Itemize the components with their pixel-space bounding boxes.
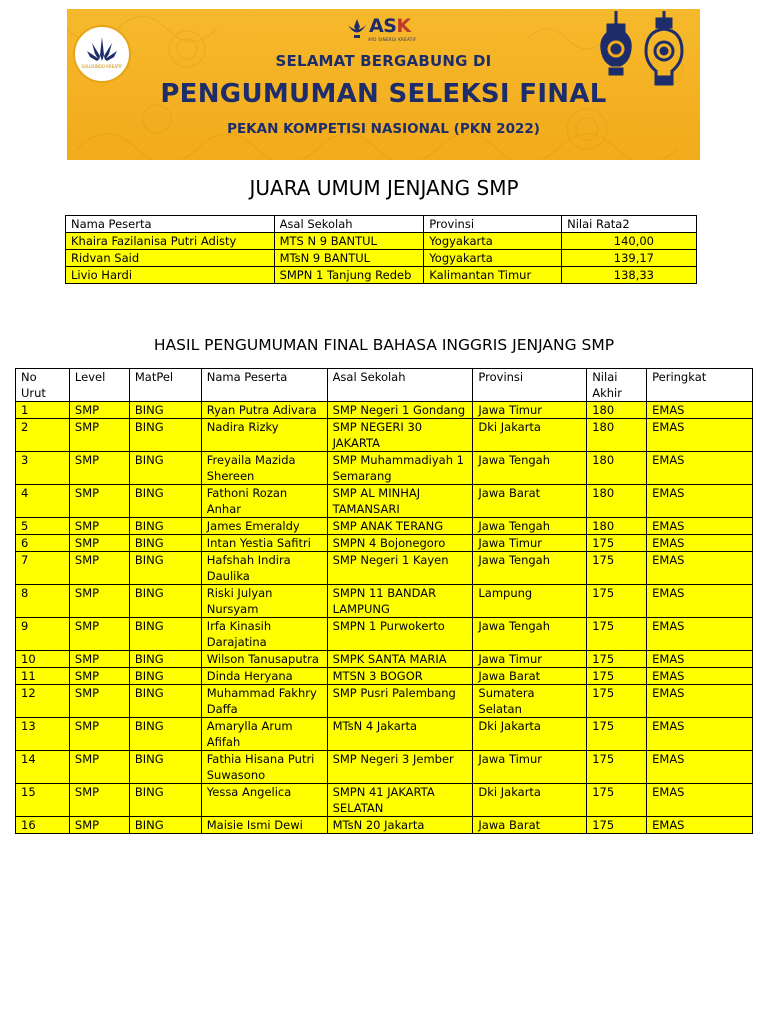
table-row	[16, 751, 753, 784]
cell-sekolah: SMPN 11 BANDAR LAMPUNG	[327, 585, 473, 618]
cell-provinsi: Jawa Barat	[473, 668, 587, 685]
cell-sekolah: SMP Negeri 3 Jember	[327, 751, 473, 784]
cell-nama: Dinda Heryana	[201, 668, 327, 685]
cell-no: 12	[16, 685, 70, 718]
cell-no: 9	[16, 618, 70, 651]
cell-provinsi: Sumatera Selatan	[473, 685, 587, 718]
cell-nama: Wilson Tanusaputra	[201, 651, 327, 668]
cell-peringkat: EMAS	[647, 668, 753, 685]
cell-nama: Freyaila Mazida Shereen	[201, 452, 327, 485]
cell-level: SMP	[69, 535, 129, 552]
cell-matpel: BING	[129, 419, 201, 452]
col-header: Nilai Rata2	[562, 216, 697, 233]
cell-level: SMP	[69, 518, 129, 535]
cell-provinsi: Jawa Tengah	[473, 618, 587, 651]
cell-level: SMP	[69, 784, 129, 817]
banner-subtitle: SELAMAT BERGABUNG DI	[275, 52, 492, 70]
table-row	[16, 535, 753, 552]
cell-no: 4	[16, 485, 70, 518]
cell-provinsi: Dki Jakarta	[473, 718, 587, 751]
hasil-table	[15, 368, 753, 834]
cell-sekolah: SMPN 41 JAKARTA SELATAN	[327, 784, 473, 817]
cell-no: 10	[16, 651, 70, 668]
col-header: Provinsi	[424, 216, 562, 233]
cell-no: 15	[16, 784, 70, 817]
cell-nilai: 180	[587, 452, 647, 485]
cell-level: SMP	[69, 718, 129, 751]
cell-sekolah: MTS N 9 BANTUL	[274, 233, 424, 250]
cell-level: SMP	[69, 817, 129, 834]
table-row	[16, 552, 753, 585]
cell-level: SMP	[69, 452, 129, 485]
cell-sekolah: SMP AL MINHAJ TAMANSARI	[327, 485, 473, 518]
cell-provinsi: Jawa Timur	[473, 651, 587, 668]
cell-nilai: 140,00	[562, 233, 697, 250]
cell-matpel: BING	[129, 585, 201, 618]
cell-level: SMP	[69, 668, 129, 685]
banner-title: PENGUMUMAN SELEKSI FINAL	[160, 79, 607, 109]
cell-peringkat: EMAS	[647, 452, 753, 485]
cell-no: 7	[16, 552, 70, 585]
cell-peringkat: EMAS	[647, 402, 753, 419]
cell-sekolah: SMP ANAK TERANG	[327, 518, 473, 535]
juara-heading: JUARA UMUM JENJANG SMP	[249, 176, 519, 200]
cell-sekolah: SMP Pusri Palembang	[327, 685, 473, 718]
col-header: MatPel	[129, 369, 201, 402]
cell-nama: Fathoni Rozan Anhar	[201, 485, 327, 518]
cell-level: SMP	[69, 552, 129, 585]
cell-no: 2	[16, 419, 70, 452]
table-row	[16, 518, 753, 535]
cell-nilai: 180	[587, 419, 647, 452]
cell-provinsi: Jawa Barat	[473, 817, 587, 834]
cell-nilai: 180	[587, 402, 647, 419]
lamp-icon	[346, 18, 368, 40]
cell-peringkat: EMAS	[647, 585, 753, 618]
cell-matpel: BING	[129, 668, 201, 685]
cell-nama: Ridvan Said	[66, 250, 275, 267]
cell-level: SMP	[69, 419, 129, 452]
cell-nama: Riski Julyan Nursyam	[201, 585, 327, 618]
table-row	[16, 784, 753, 817]
cell-no: 5	[16, 518, 70, 535]
cell-nilai: 175	[587, 585, 647, 618]
cell-nama: Livio Hardi	[66, 267, 275, 284]
cell-nilai: 175	[587, 817, 647, 834]
table-row	[16, 718, 753, 751]
lightbulb-icon	[602, 11, 631, 74]
cell-nilai: 139,17	[562, 250, 697, 267]
col-header: Provinsi	[473, 369, 587, 402]
cell-nama: Khaira Fazilanisa Putri Adisty	[66, 233, 275, 250]
cell-no: 14	[16, 751, 70, 784]
cell-nilai: 175	[587, 552, 647, 585]
cell-nama: Irfa Kinasih Darajatina	[201, 618, 327, 651]
cell-no: 16	[16, 817, 70, 834]
col-header: Level	[69, 369, 129, 402]
logo-circle-icon: SOLUSINDO KREATIF	[73, 25, 131, 83]
juara-table	[65, 215, 697, 284]
cell-no: 13	[16, 718, 70, 751]
table-row	[66, 250, 697, 267]
cell-sekolah: SMPN 1 Purwokerto	[327, 618, 473, 651]
cell-nilai: 175	[587, 685, 647, 718]
cell-peringkat: EMAS	[647, 817, 753, 834]
cell-nama: Yessa Angelica	[201, 784, 327, 817]
table-row	[16, 452, 753, 485]
cell-provinsi: Jawa Timur	[473, 535, 587, 552]
col-header: Peringkat	[647, 369, 753, 402]
table-row	[16, 685, 753, 718]
table-row	[66, 267, 697, 284]
cell-provinsi: Yogyakarta	[424, 250, 562, 267]
col-header: Nilai Akhir	[587, 369, 647, 402]
cell-matpel: BING	[129, 651, 201, 668]
cell-nilai: 180	[587, 518, 647, 535]
cell-nilai: 175	[587, 718, 647, 751]
cell-sekolah: MTsN 9 BANTUL	[274, 250, 424, 267]
cell-matpel: BING	[129, 817, 201, 834]
cell-nilai: 175	[587, 651, 647, 668]
cell-provinsi: Jawa Timur	[473, 402, 587, 419]
cell-sekolah: SMPK SANTA MARIA	[327, 651, 473, 668]
col-header: Asal Sekolah	[327, 369, 473, 402]
cell-nama: Maisie Ismi Dewi	[201, 817, 327, 834]
cell-sekolah: SMP Negeri 1 Kayen	[327, 552, 473, 585]
cell-matpel: BING	[129, 618, 201, 651]
cell-matpel: BING	[129, 452, 201, 485]
cell-matpel: BING	[129, 535, 201, 552]
cell-provinsi: Dki Jakarta	[473, 419, 587, 452]
header-banner	[67, 9, 700, 160]
table-row	[16, 419, 753, 452]
cell-peringkat: EMAS	[647, 718, 753, 751]
table-row	[16, 651, 753, 668]
cell-peringkat: EMAS	[647, 552, 753, 585]
cell-nilai: 175	[587, 751, 647, 784]
cell-no: 3	[16, 452, 70, 485]
cell-nama: Nadira Rizky	[201, 419, 327, 452]
table-row	[16, 585, 753, 618]
cell-matpel: BING	[129, 402, 201, 419]
hasil-heading: HASIL PENGUMUMAN FINAL BAHASA INGGRIS JENJANG SMP	[153, 336, 615, 354]
cell-nama: Muhammad Fakhry Daffa	[201, 685, 327, 718]
cell-nama: James Emeraldy	[201, 518, 327, 535]
cell-matpel: BING	[129, 784, 201, 817]
cell-level: SMP	[69, 585, 129, 618]
cell-sekolah: SMP NEGERI 30 JAKARTA	[327, 419, 473, 452]
banner-event: PEKAN KOMPETISI NASIONAL (PKN 2022)	[227, 121, 540, 137]
cell-no: 1	[16, 402, 70, 419]
ask-logo: ASK AYO SINERGI KREATIF	[342, 15, 432, 47]
cell-peringkat: EMAS	[647, 485, 753, 518]
cell-peringkat: EMAS	[647, 419, 753, 452]
gear-icon	[646, 11, 682, 84]
cell-level: SMP	[69, 685, 129, 718]
table-row	[16, 668, 753, 685]
cell-sekolah: MTsN 4 Jakarta	[327, 718, 473, 751]
cell-provinsi: Jawa Tengah	[473, 452, 587, 485]
cell-provinsi: Jawa Barat	[473, 485, 587, 518]
cell-nilai: 175	[587, 668, 647, 685]
cell-provinsi: Jawa Timur	[473, 751, 587, 784]
lightbulb-gear-icons	[594, 11, 694, 86]
cell-nama: Intan Yestia Safitri	[201, 535, 327, 552]
cell-nilai: 175	[587, 784, 647, 817]
cell-provinsi: Dki Jakarta	[473, 784, 587, 817]
cell-matpel: BING	[129, 718, 201, 751]
cell-provinsi: Kalimantan Timur	[424, 267, 562, 284]
cell-nilai: 175	[587, 618, 647, 651]
col-header: Asal Sekolah	[274, 216, 424, 233]
cell-matpel: BING	[129, 518, 201, 535]
cell-matpel: BING	[129, 751, 201, 784]
cell-nama: Fathia Hisana Putri Suwasono	[201, 751, 327, 784]
cell-no: 8	[16, 585, 70, 618]
cell-provinsi: Jawa Tengah	[473, 518, 587, 535]
cell-peringkat: EMAS	[647, 535, 753, 552]
cell-level: SMP	[69, 651, 129, 668]
cell-peringkat: EMAS	[647, 518, 753, 535]
cell-level: SMP	[69, 485, 129, 518]
cell-sekolah: SMPN 1 Tanjung Redeb	[274, 267, 424, 284]
cell-sekolah: SMP Muhammadiyah 1 Semarang	[327, 452, 473, 485]
table-row	[16, 817, 753, 834]
table-row	[16, 485, 753, 518]
cell-peringkat: EMAS	[647, 651, 753, 668]
cell-peringkat: EMAS	[647, 618, 753, 651]
cell-matpel: BING	[129, 485, 201, 518]
cell-nama: Hafshah Indira Daulika	[201, 552, 327, 585]
col-header: Nama Peserta	[66, 216, 275, 233]
cell-sekolah: MTsN 20 Jakarta	[327, 817, 473, 834]
cell-peringkat: EMAS	[647, 685, 753, 718]
cell-level: SMP	[69, 618, 129, 651]
cell-peringkat: EMAS	[647, 784, 753, 817]
cell-provinsi: Jawa Tengah	[473, 552, 587, 585]
cell-nilai: 175	[587, 535, 647, 552]
hasil-table-body	[16, 402, 753, 834]
cell-provinsi: Lampung	[473, 585, 587, 618]
table-row	[16, 618, 753, 651]
table-row	[66, 233, 697, 250]
table-row	[16, 402, 753, 419]
cell-sekolah: SMPN 4 Bojonegoro	[327, 535, 473, 552]
cell-nilai: 138,33	[562, 267, 697, 284]
col-header: No Urut	[16, 369, 70, 402]
cell-level: SMP	[69, 402, 129, 419]
cell-peringkat: EMAS	[647, 751, 753, 784]
cell-no: 11	[16, 668, 70, 685]
cell-no: 6	[16, 535, 70, 552]
cell-sekolah: SMP Negeri 1 Gondang	[327, 402, 473, 419]
cell-nilai: 180	[587, 485, 647, 518]
cell-provinsi: Yogyakarta	[424, 233, 562, 250]
cell-nama: Amarylla Arum Afifah	[201, 718, 327, 751]
cell-nama: Ryan Putra Adivara	[201, 402, 327, 419]
cell-level: SMP	[69, 751, 129, 784]
cell-sekolah: MTSN 3 BOGOR	[327, 668, 473, 685]
cell-matpel: BING	[129, 685, 201, 718]
cell-matpel: BING	[129, 552, 201, 585]
col-header: Nama Peserta	[201, 369, 327, 402]
